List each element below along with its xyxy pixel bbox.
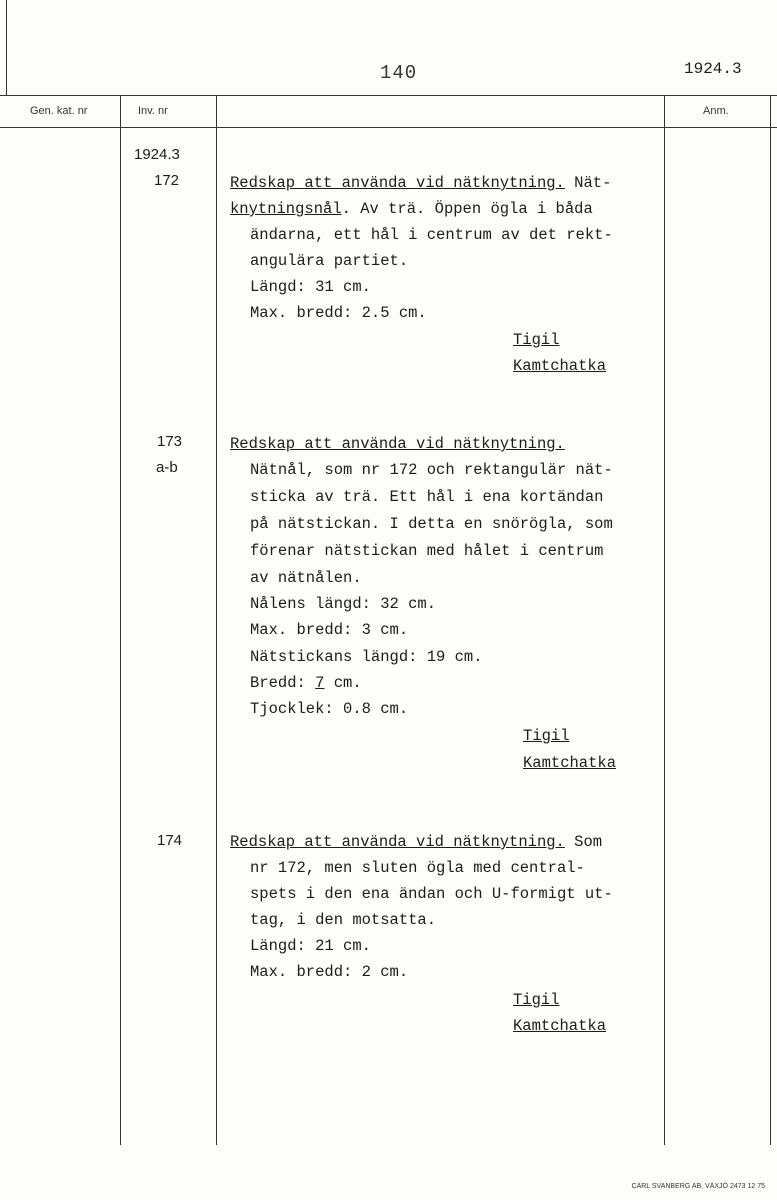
entry-173-line-6: av nätnålen. [250,569,362,587]
entry-174-width: Max. bredd: 2 cm. [250,963,409,981]
page-number: 140 [380,62,418,84]
anm-column-left-rule [664,95,665,1145]
inv-column-right-rule [216,95,217,1145]
entry-172-line-4: angulära partiet. [250,252,409,270]
left-margin-rule [6,0,7,95]
entry-172-line-3: ändarna, ett hål i centrum av det rekt- [250,226,613,244]
page-year: 1924.3 [684,60,742,78]
entry-173-stick-width: Bredd: 7 cm. [250,674,362,692]
entry-year: 1924.3 [134,146,180,163]
column-header-anm: Anm. [703,105,729,117]
entry-174-line-1: Redskap att använda vid nätknytning. Som [230,833,603,851]
entry-174-collector: Tigil [513,991,560,1009]
entry-172-line-2: knytningsnål. Av trä. Öppen ögla i båda [230,200,593,218]
entry-174-length: Längd: 21 cm. [250,937,371,955]
entry-172-title: Redskap att använda vid nätknytning. [230,174,565,192]
column-header-gen-kat-nr: Gen. kat. nr [30,105,88,117]
entry-174-place: Kamtchatka [513,1017,607,1035]
entry-173-thickness: Tjocklek: 0.8 cm. [250,700,409,718]
entry-173-line-3: sticka av trä. Ett hål i ena kortändan [250,488,604,506]
entry-174-line-3: spets i den ena ändan och U-formigt ut- [250,885,613,903]
entry-173-needle-length: Nålens längd: 32 cm. [250,595,437,613]
entry-173-title: Redskap att använda vid nätknytning. [230,435,565,453]
inv-number-173: 173 [157,433,183,450]
column-header-inv-nr: Inv. nr [138,105,168,117]
column-header-rule [0,127,777,128]
inv-number-173-sub: a-b [156,459,178,476]
entry-173-line-5: förenar nätstickan med hålet i centrum [250,542,604,560]
inv-number-174: 174 [157,832,183,849]
entry-174-title: Redskap att använda vid nätknytning. [230,833,565,851]
entry-173-place: Kamtchatka [523,754,617,772]
entry-173-line-2: Nätnål, som nr 172 och rektangulär nät- [250,461,613,479]
entry-173-collector: Tigil [523,727,570,745]
right-margin-rule [770,95,771,1145]
entry-174-line-4: tag, i den motsatta. [250,911,437,929]
entry-173-line-4: på nätstickan. I detta en snörögla, som [250,515,613,533]
printer-imprint: CARL SVANBERG AB, VÄXJÖ 2473 12 75 [631,1183,765,1190]
entry-172-width: Max. bredd: 2.5 cm. [250,304,427,322]
entry-172-place: Kamtchatka [513,357,607,375]
inv-column-left-rule [120,95,121,1145]
entry-172-line-1: Redskap att använda vid nätknytning. Nät- [230,174,612,192]
entry-172-length: Längd: 31 cm. [250,278,371,296]
entry-172-object-name: knytningsnål [230,200,342,218]
entry-173-width: Max. bredd: 3 cm. [250,621,409,639]
entry-174-line-2: nr 172, men sluten ögla med central- [250,859,585,877]
inv-number-172: 172 [154,172,180,189]
header-bottom-rule [0,95,777,96]
entry-173-stick-length: Nätstickans längd: 19 cm. [250,648,483,666]
entry-172-collector: Tigil [513,331,560,349]
